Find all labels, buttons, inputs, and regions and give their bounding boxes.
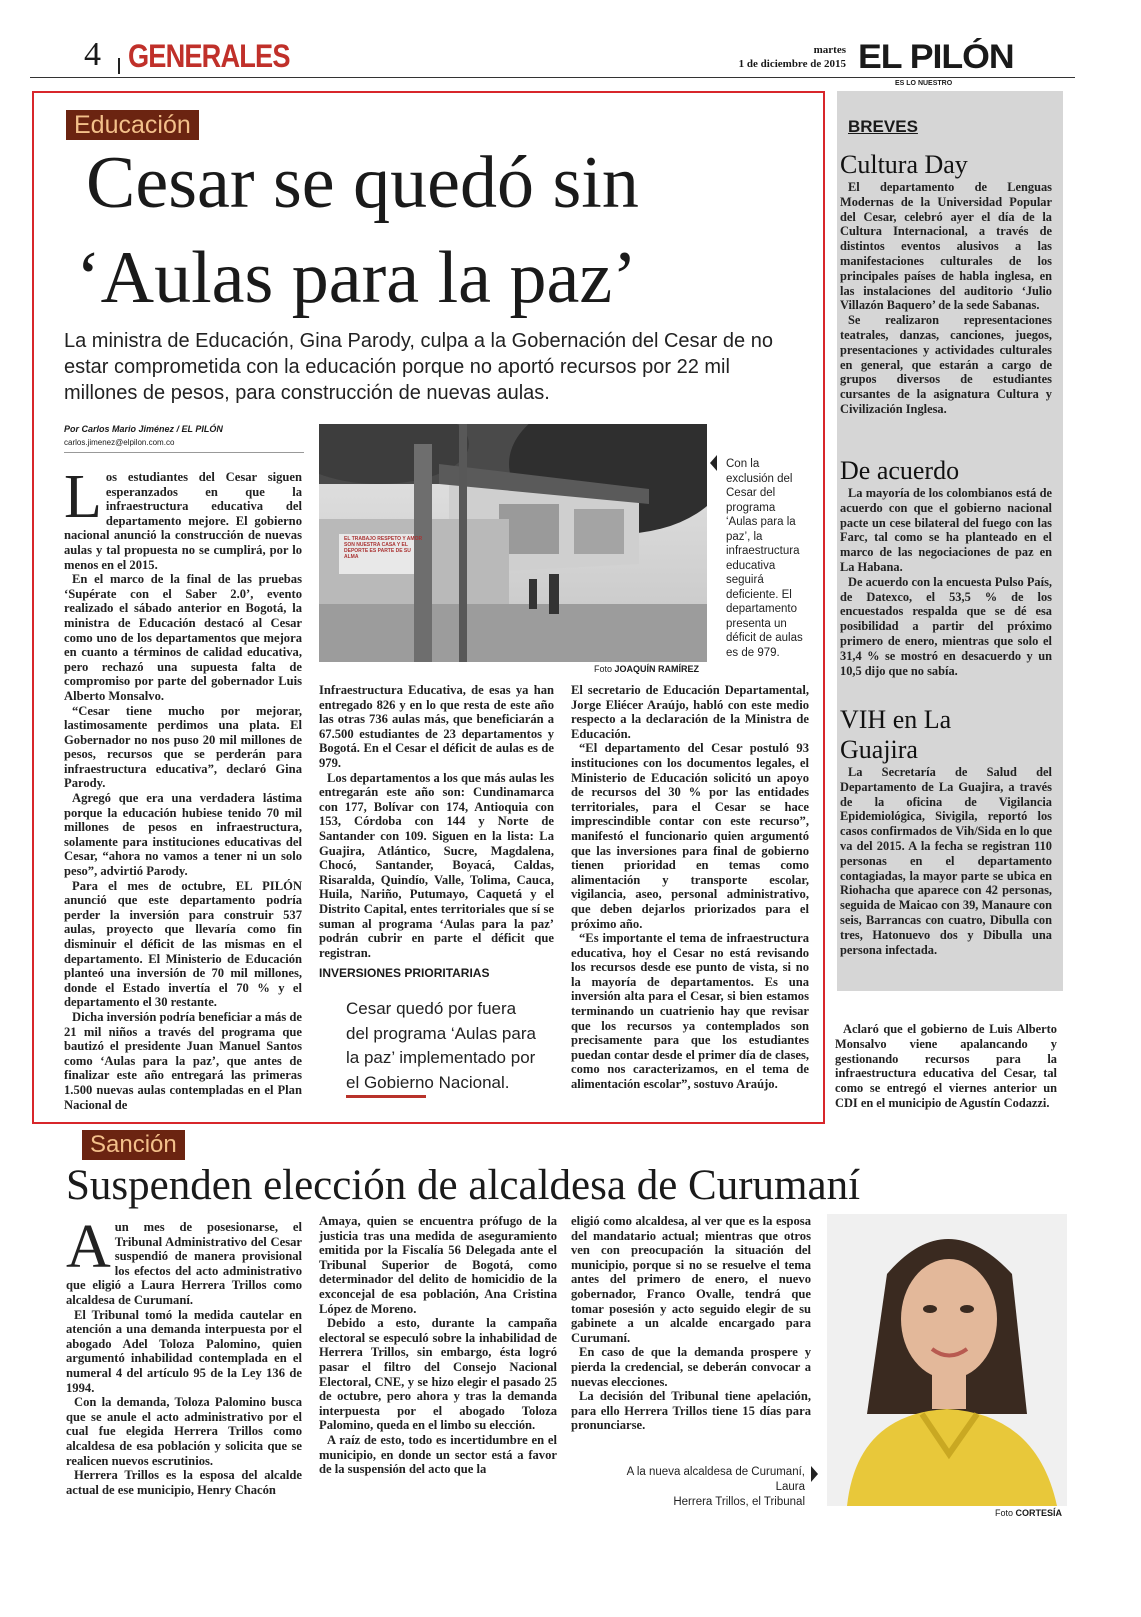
second-col1-p1: un mes de posesionarse, el Tribunal Administrativo del Cesar suspendió de manera provisional los efectos del acto administrativo que eligió a Laura Herrera Trillos como alcaldesa de Curumaní. <box>66 1220 302 1307</box>
section-name: GENERALES <box>128 38 290 74</box>
main-col2-p2: Los departamentos a los que más aulas les entregarán este año son: Cundinamarca con 177, Bolívar con 174, Antioquia con 153, Córdoba con 144 y Norte de Santander con 109. Siguen en la lista: La Guajira, Atlántico, Sucre, Magdalena, Chocó, Santander, Boyacá, Caldas, Risaralda, Quindío, Valle, Tolima, Cauca, Huila, Nariño, Putumayo, Caquetá y el Distrito Capital, entes territoriales que sí se suman al programa ‘Aulas para la paz’ podrán cubrir en parte el déficit que registran. <box>319 770 554 960</box>
main-photo-caption: Con la exclusión del Cesar del programa ‘Aulas para la paz’, la infraestructura educativa seguirá deficiente. El departamento presenta un déficit de aulas es de 979. <box>726 458 803 659</box>
breves-item-paragraph: La Secretaría de Salud del Departamento de La Guajira, a través de la oficina de Vigilancia Epidemiológica, Sivigila, reportó los casos confirmados de Vih/Sida en lo que va del 2015. A la fecha se registran 110 personas en el departamento contagiadas, la mayor parte se ubica en Riohacha que aparece con 42 personas, seguida de Maicao con 39, Manaure con seis, Barrancas con cuatro, Dibulla con tres, Hatonuevo dos y Dibulla una persona infectada. <box>840 765 1052 957</box>
main-article-column-2 <box>319 683 554 960</box>
main-col1-p2: En el marco de la final de las pruebas ‘Supérate con el Saber 2.0’, evento realizado el sábado anterior en Bogotá, la ministra de Educación destacó al Cesar como uno de los departamentos que mejora en cuanto a términos de calidad educativa, pero rechazó una supuesta falta de compromiso por parte del gobernador Luis Alberto Monsalvo. <box>64 572 302 703</box>
breves-item-paragraph: La mayoría de los colombianos está de acuerdo con que el gobierno nacional pacte un cese bilateral del fuego con las Farc, tal como se ha planteado en el marco de las negociaciones de paz en La Habana. <box>840 486 1052 574</box>
page-number: 4 <box>84 36 101 73</box>
breves-item-paragraph: De acuerdo con la encuesta Pulso País, de Datexco, el 53,5 % de los encuestados respalda que se dé esa posibilidad a partir del próximo primero de enero, mientras que solo el 31,4 % se mostró en desacuerdo y un 10,5 dijo que no sabía. <box>840 574 1052 678</box>
breves-item-title: Cultura Day <box>840 150 968 179</box>
main-col1-p6: Dicha inversión podría beneficiar a más de 21 mil niños a través del programa que bautizó el presidente Juan Manuel Santos como ‘Aulas para la paz’, que antes de finalizar este año entregará las primeras 1.500 nuevas aulas contempladas en el Plan Nacional de <box>64 1009 302 1112</box>
main-col3-p1: El secretario de Educación Departamental, Jorge Eliécer Araújo, habló con este medio respecto a la declaración de la Ministra de Educación. <box>571 683 809 741</box>
caption-arrow-right-icon <box>811 1466 818 1482</box>
byline-rule <box>64 452 304 453</box>
portrait-photo-credit-label: Foto <box>995 1508 1014 1518</box>
breves-item-paragraph: El departamento de Lenguas Modernas de la Universidad Popular del Cesar, celebró ayer el día de la Cultura Internacional, a través de distintos eventos alusivos a las manifestaciones culturales de los principales países de habla inglesa, en las instalaciones del auditorio ‘Julio Villazón Baquero’ de la sede Sabanas. <box>840 180 1052 313</box>
main-photo-credit-name: JOAQUÍN RAMÍREZ <box>614 664 700 674</box>
main-col3-p3: “Es importante el tema de infraestructura educativa, hoy el Cesar no está revisando los recursos desde ese punto de vista, si no la mayoría de departamentos. Es una inversión alta para el Cesar, si bien estamos terminando un cuatrienio hay que revisar que los recursos ya contemplados son precisamente para que los estudiantes puedan contar desde el primer día de clases, como nos caracterizamos, en el tema de alimentación escolar”, sostuvo Araújo. <box>571 931 809 1092</box>
main-col1-p5: Para el mes de octubre, EL PILÓN anunció que este departamento podría perder la inversión para construir 537 aulas, proyecto que llevaría como fin disminuir el déficit de las mismas en el departamento. El Ministerio de Educación planteó una inversión de 70 mil millones, donde el Estado invertía el 70 % y el departamento el 30 restante. <box>64 878 302 1010</box>
breves-item-vih <box>840 705 1052 957</box>
portrait-image <box>827 1214 1067 1506</box>
second-article-column-2 <box>319 1214 557 1477</box>
header-rule <box>30 77 1075 78</box>
main-photo-credit <box>594 664 699 674</box>
newspaper-logo: EL PILÓN <box>858 38 1014 76</box>
breves-item-paragraph: Se realizaron representaciones teatrales, danzas, canciones, juegos, presentaciones y actividades culturales en general, que estarán a cargo de grupos diversos de estudiantes cursantes de la asignatura Cultura y Civilización Inglesa. <box>840 313 1052 416</box>
main-col1-p4: Agregó que era una verdadera lástima porque la educación hubiese tenido 70 mil millones de pesos en infraestructura, solamente para instituciones educativas del Cesar, “ahora no vamos a tener ni un solo peso”, advirtió Parody. <box>64 791 302 879</box>
second-col2-p2: Debido a esto, durante la campaña electoral se especuló sobre la inhabilidad de Herrera Trillos, sin embargo, ésta logró pasar el filtro del Consejo Nacional Electoral, CNE, y se hizo elegir el pasado 25 de octubre, pero ahora y tras la demanda interpuesta por el abogado Toloza Palomino, queda en el limbo su elección. <box>319 1316 557 1433</box>
header-divider <box>118 58 120 74</box>
main-subhead: INVERSIONES PRIORITARIAS <box>319 966 490 980</box>
second-col3-p1: eligió como alcaldesa, al ver que es la esposa del mandatario actual; mientras que otros ven con preocupación la situación del municipio, porque si no se resuelve el tema antes del primero de enero, el nuevo gobernador, Franco Ovalle, tendrá que tomar posesión y acto seguido elegir de su gabinete a un alcalde encargado para Curumaní. <box>571 1214 811 1345</box>
main-col3-p2: “El departamento del Cesar postuló 93 instituciones con los documentos legales, el Ministerio de Educación solicitó un apoyo de recursos del 30 % por las entidades territoriales, para el Cesar se hace imprescindible contar con este recurso”, manifestó el funcionario quien argumentó que las inversiones para final de gobierno tienen prioridad en temas como alimentación y transporte escolar, vigilancia, aseo, personal administrativo, que deben dejarlos priorizados para el próximo año. <box>571 741 809 931</box>
section-tag-sancion: Sanción <box>82 1130 185 1160</box>
header-day: martes <box>813 44 846 56</box>
main-headline-line2: ‘Aulas para la paz’ <box>76 237 637 319</box>
breves-item-title: De acuerdo <box>840 456 960 485</box>
byline-email: carlos.jimenez@elpilon.com.co <box>64 438 175 447</box>
portrait-photo-credit-name: CORTESÍA <box>1015 1508 1063 1518</box>
second-col1-p2: El Tribunal tomó la medida cautelar en atención a una demanda interpuesta por el abogado Adel Toloza Palomino, quien argumentó inhabilidad contemplada en el numeral 4 del artículo 95 de la Ley 136 de 1994. <box>66 1307 302 1395</box>
second-col1-p3: Con la demanda, Toloza Palomino busca que se anule el acto administrativo por el cual fue elegida Herrera Trillos como alcaldesa de esa población y solicita que se realicen nuevos escrutinios. <box>66 1395 302 1468</box>
second-col2-p1: Amaya, quien se encuentra prófugo de la justicia tras una medida de aseguramiento emitida por la Fiscalía 56 Delegada ante el Tribunal Superior de Bogotá, como determinador del delito de homicidio de la exconcejal de esa población, Ana Cristina López de Moreno. <box>319 1214 557 1316</box>
second-photo-caption <box>600 1465 805 1510</box>
header-date: 1 de diciembre de 2015 <box>738 58 846 70</box>
main-lead: La ministra de Educación, Gina Parody, culpa a la Gobernación del Cesar de no estar comprometida con la educación porque no aportó recursos por 22 mil millones de pesos, para construcción de nuevas aulas. <box>64 330 773 404</box>
second-col3-p3: La decisión del Tribunal tiene apelación, para ello Herrera Trillos tiene 15 días para pronunciarse. <box>571 1389 811 1433</box>
main-col2-p1: Infraestructura Educativa, de esas ya han entregado 826 y en lo que resta de este año las otras 736 aulas más, que beneficiarán a 67.500 estudiantes de 23 departamentos y Bogotá. En el Cesar el déficit de aulas es de 979. <box>319 683 554 770</box>
breves-item-cultura-day <box>840 150 1052 417</box>
second-article-column-1 <box>66 1213 302 1497</box>
breves-label: BREVES <box>848 117 918 136</box>
continuation-paragraph: Aclaró que el gobierno de Luis Alberto Monsalvo viene apalancando y gestionando recursos para la infraestructura educativa del Cesar, tal como se entregó el viernes anterior un CDI en el municipio de Agustín Codazzi. <box>835 1022 1057 1110</box>
pullquote-underline <box>346 1095 426 1098</box>
second-article-column-3 <box>571 1214 811 1433</box>
newspaper-slogan: ES LO NUESTRO <box>895 80 953 87</box>
second-dropcap: A <box>66 1213 111 1281</box>
second-headline: Suspenden elección de alcaldesa de Curumaní <box>66 1162 861 1209</box>
breves-item-de-acuerdo <box>840 456 1052 678</box>
second-photo-caption-line1: A la nueva alcaldesa de Curumaní, Laura <box>626 1466 805 1493</box>
main-article-photo <box>319 424 707 662</box>
main-headline-line1: Cesar se quedó sin <box>86 142 639 224</box>
caption-arrow-icon <box>710 455 717 471</box>
main-article-column-1 <box>64 470 302 1115</box>
main-pullquote: Cesar quedó por fuera del programa ‘Aulas para la paz’ implementado por el Gobierno Nacional. <box>346 999 536 1092</box>
portrait-photo <box>827 1214 1067 1506</box>
second-col3-p2: En caso de que la demanda prospere y pierda la credencial, se deberán convocar a nuevas elecciones. <box>571 1345 811 1389</box>
second-col1-p4: Herrera Trillos es la esposa del alcalde actual de ese municipio, Henry Chacón <box>66 1468 302 1497</box>
section-tag-educacion: Educación <box>66 110 199 140</box>
photo-wall-mural-text: EL TRABAJO RESPETO Y AMOR SON NUESTRA CASA Y EL DEPORTE ES PARTE DE SU ALMA <box>344 536 423 560</box>
byline: Por Carlos Mario Jiménez / EL PILÓN <box>64 424 223 434</box>
second-photo-caption-line2: Herrera Trillos, el Tribunal <box>673 1496 805 1508</box>
main-photo-credit-label: Foto <box>594 664 613 674</box>
main-col1-p1: os estudiantes del Cesar siguen esperanzados en que la infraestructura educativa del departamento mejore. El gobierno nacional anunció la construcción de nuevas aulas y tal propuesta no se cumplirá, por lo menos en el 2015. <box>64 470 302 572</box>
portrait-photo-credit <box>995 1508 1062 1518</box>
main-article-continuation <box>835 1022 1057 1111</box>
main-article-column-3 <box>571 683 809 1092</box>
second-col2-p3: A raíz de esto, todo es incertidumbre en el municipio, en donde un sector está a favor de la suspensión del acto que la <box>319 1432 557 1477</box>
main-col1-p3: “Cesar tiene mucho por mejorar, lastimosamente perdimos una plata. El Gobernador no nos puso 20 mil millones de pesos, recursos que se perderán para infraestructura educativa”, declaró Gina Parody. <box>64 703 302 791</box>
breves-item-title: VIH en La Guajira <box>840 705 952 764</box>
main-dropcap: L <box>64 470 102 531</box>
